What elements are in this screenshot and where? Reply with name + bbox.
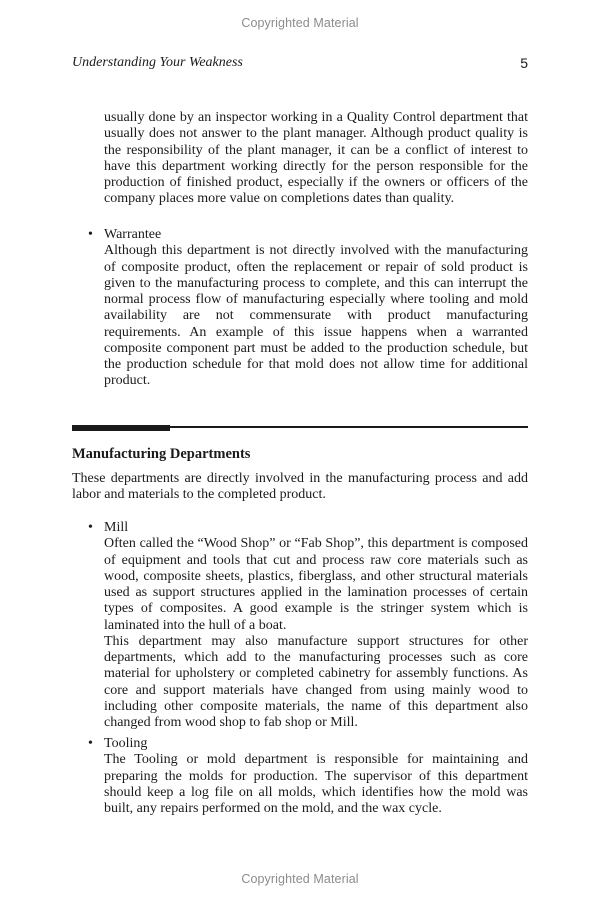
list-item-text: The Tooling or mold department is responsible for maintaining and preparing the molds for production. The supervisor of this department should keep a log file on all molds, which identifies how the mold was built, any repairs performed on the mold, and the wax cycle. xyxy=(104,752,528,816)
running-head-title: Understanding Your Weakness xyxy=(72,55,243,70)
list-item-tooling xyxy=(88,736,528,817)
list-item-warrantee xyxy=(88,227,528,390)
list-item-title: Tooling xyxy=(104,736,148,751)
list-item-title: Warrantee xyxy=(104,227,162,242)
bullet-marker: • xyxy=(88,227,93,242)
bullet-marker: • xyxy=(88,520,93,535)
page-number: 5 xyxy=(520,55,528,71)
list-item-mill xyxy=(88,520,528,731)
continued-paragraph: usually done by an inspector working in a Quality Control department that usually does not answer to the plant manager. Although product quality is the responsibility of the plant manager, it can be a conflict of interest to have this department working directly for the person responsible for the production of finished product, especially if the owners or officers of the company places more value on completions dates than quality. xyxy=(104,110,528,207)
list-item-text: Although this department is not directly involved with the manufacturing of composite product, often the replacement or repair of sold product is given to the manufacturing process to complete, and this can interrupt the normal process flow of manufacturing especially where tooling and mold availability are not commensurate with product manufacturing requirements. An example of this issue happens when a warranted composite component part must be added to the production schedule, but the production schedule for that mold does not allow time for additional product. xyxy=(104,243,528,389)
section-intro: These departments are directly involved in the manufacturing process and add labor and materials to the completed product. xyxy=(72,471,528,503)
running-head xyxy=(72,55,528,71)
list-item-title: Mill xyxy=(104,520,129,535)
watermark-top: Copyrighted Material xyxy=(241,16,359,30)
bullet-marker: • xyxy=(88,736,93,751)
watermark-bottom: Copyrighted Material xyxy=(241,872,359,886)
section-divider-accent xyxy=(72,425,170,431)
section-heading: Manufacturing Departments xyxy=(72,446,251,462)
list-item-text: Often called the “Wood Shop” or “Fab Shop”, this department is composed of equipment and tools that cut and process raw core materials such as wood, composite sheets, plastics, fiberglass, and other structural materials used as support structures applied in the lamination processes of certain types of composites. A good example is the stringer system which is laminated into the hull of a boat. xyxy=(104,536,528,633)
list-item-text: This department may also manufacture support structures for other departments, which add to the manufacturing processes such as core material for upholstery or completed cabinetry for assembly functions. As core and support materials have changed from using mainly wood to including other composite materials, the name of this department also changed from wood shop to fab shop or Mill. xyxy=(104,633,528,730)
